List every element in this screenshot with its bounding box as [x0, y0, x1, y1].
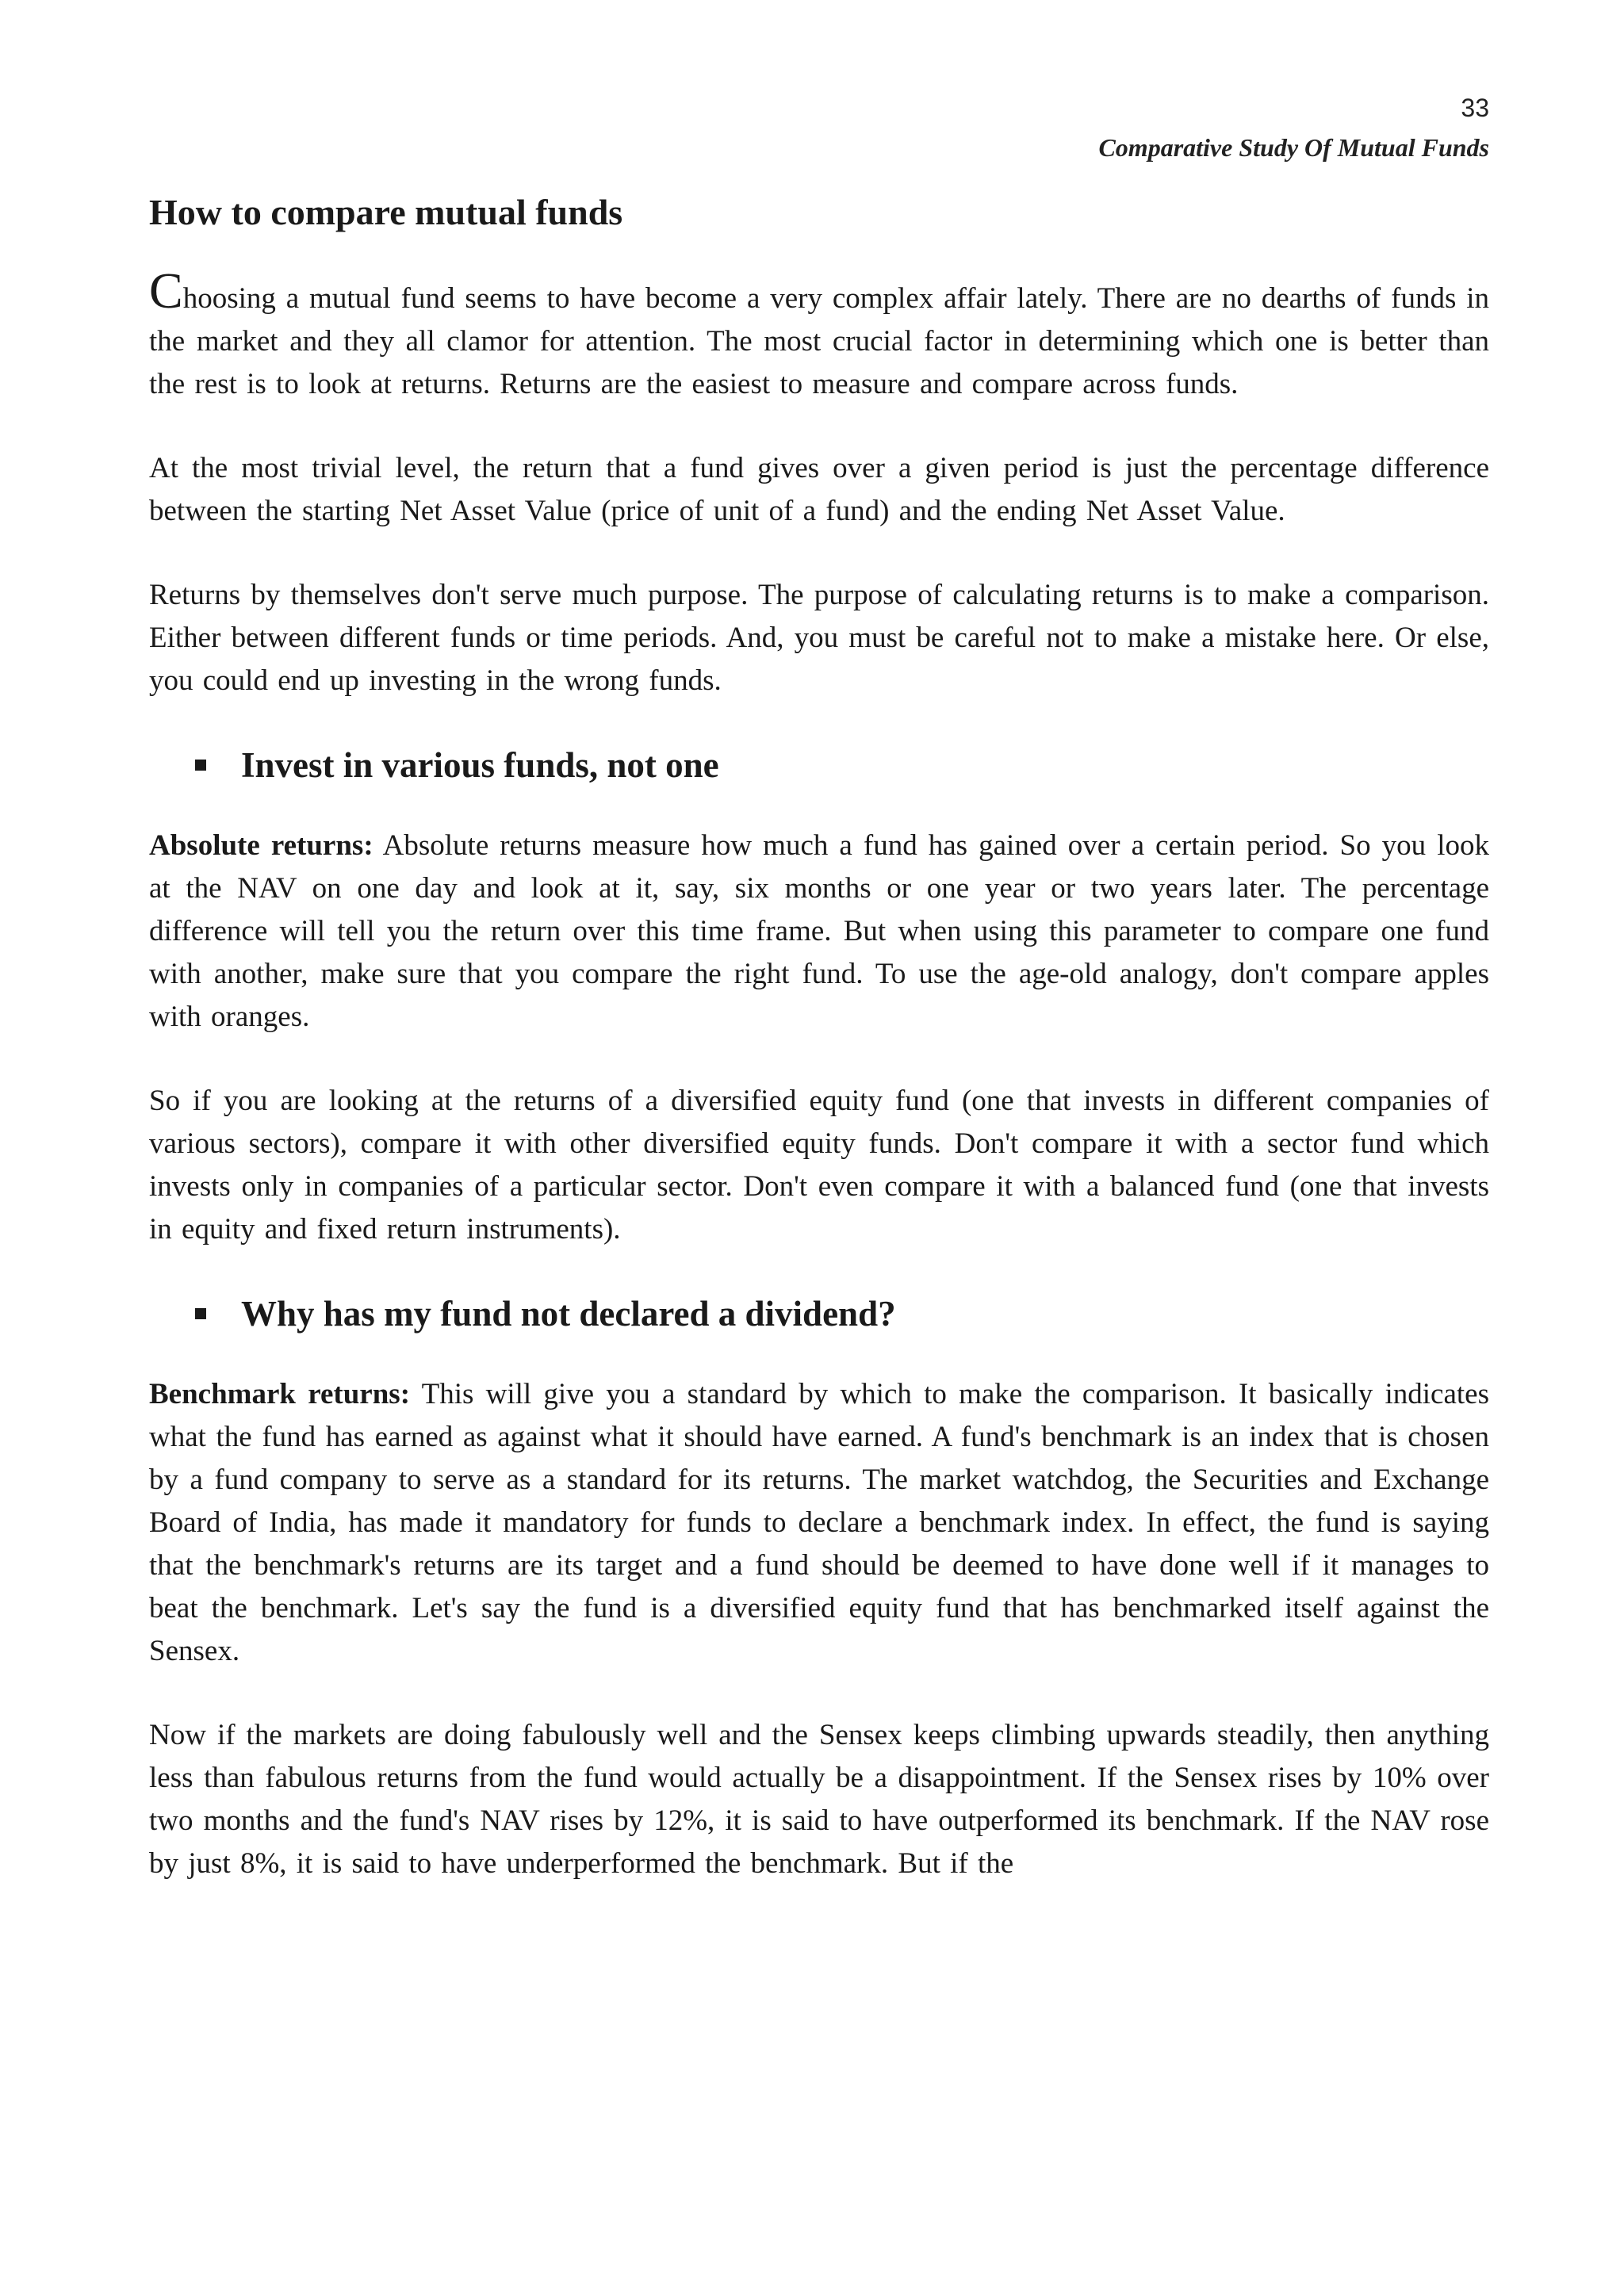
paragraph-absolute-returns [149, 825, 1489, 1039]
absolute-returns-text: Absolute returns measure how much a fund has gained over a certain period. So you look at the NAV on one day and look at it, say, six months or one year or two years later. The percentage difference will tell you the return over this time frame. But when using this parameter to compare one fund with another, make sure that you compare the right fund. To use the age-old analogy, don't compare apples with oranges. [149, 829, 1490, 1034]
paragraph-returns-purpose: Returns by themselves don't serve much purpose. The purpose of calculating returns is to make a comparison. Either between different funds or time periods. And, you must be careful not to make a mistake here. Or else, you could end up investing in the wrong funds. [149, 579, 1489, 698]
paragraph-diversified-equity: So if you are looking at the returns of a diversified equity fund (one that invests in different companies of various sectors), compare it with other diversified equity funds. Don't compare it with a sector fund which invests only in companies of a particular sector. Don't even compare it with a balanced fund (one that invests in equity and fixed return instruments). [149, 1085, 1489, 1246]
page-title: How to compare mutual funds [149, 192, 623, 232]
term-absolute-returns: Absolute returns: [149, 829, 373, 863]
subheading-text: Why has my fund not declared a dividend? [241, 1294, 896, 1334]
intro-text: hoosing a mutual fund seems to have become a very complex affair lately. There are no dearths of funds in the market and they all clamor for attention. The most crucial factor in determining which one is better than the rest is to look at returns. Returns are the easiest to measure and compare across funds. [149, 282, 1489, 401]
subheading-text: Invest in various funds, not one [241, 745, 719, 786]
paragraph-nav-definition: At the most trivial level, the return that a fund gives over a given period is just the percentage difference between the starting Net Asset Value (price of unit of a fund) and the ending Net Asset Value. [149, 452, 1489, 528]
page-number: 33 [1461, 94, 1489, 122]
subheading-invest-various-funds [195, 744, 1489, 786]
page-content [149, 190, 1489, 1927]
term-benchmark-returns: Benchmark returns: [149, 1378, 411, 1411]
paragraph-benchmark-returns [149, 1373, 1489, 1673]
square-bullet-icon [195, 1308, 206, 1319]
benchmark-returns-text: This will give you a standard by which to make the comparison. It basically indicates what the fund has earned as against what it should have earned. A fund's benchmark is an index that is chosen by a fund company to serve as a standard for its returns. The market watchdog, the Securities and Exchange Board of India, has made it mandatory for funds to declare a benchmark index. In effect, the fund is saying that the benchmark's returns are its target and a fund should be deemed to have done well if it manages to beat the benchmark. Let's say the fund is a diversified equity fund that has benchmarked itself against the Sensex. [149, 1378, 1490, 1668]
subheading-dividend [195, 1292, 1489, 1335]
paragraph-sensex-example: Now if the markets are doing fabulously well and the Sensex keeps climbing upwards steadily, then anything less than fabulous returns from the fund would actually be a disappointment. If the Sensex rises by 10% over two months and the fund's NAV rises by 12%, it is said to have outperformed its benchmark. If the NAV rose by just 8%, it is said to have underperformed the benchmark. But if the [149, 1719, 1489, 1881]
dropcap-letter: C [149, 262, 183, 320]
intro-paragraph [149, 262, 1489, 406]
running-header-title: Comparative Study Of Mutual Funds [1098, 133, 1489, 162]
square-bullet-icon [195, 760, 206, 771]
